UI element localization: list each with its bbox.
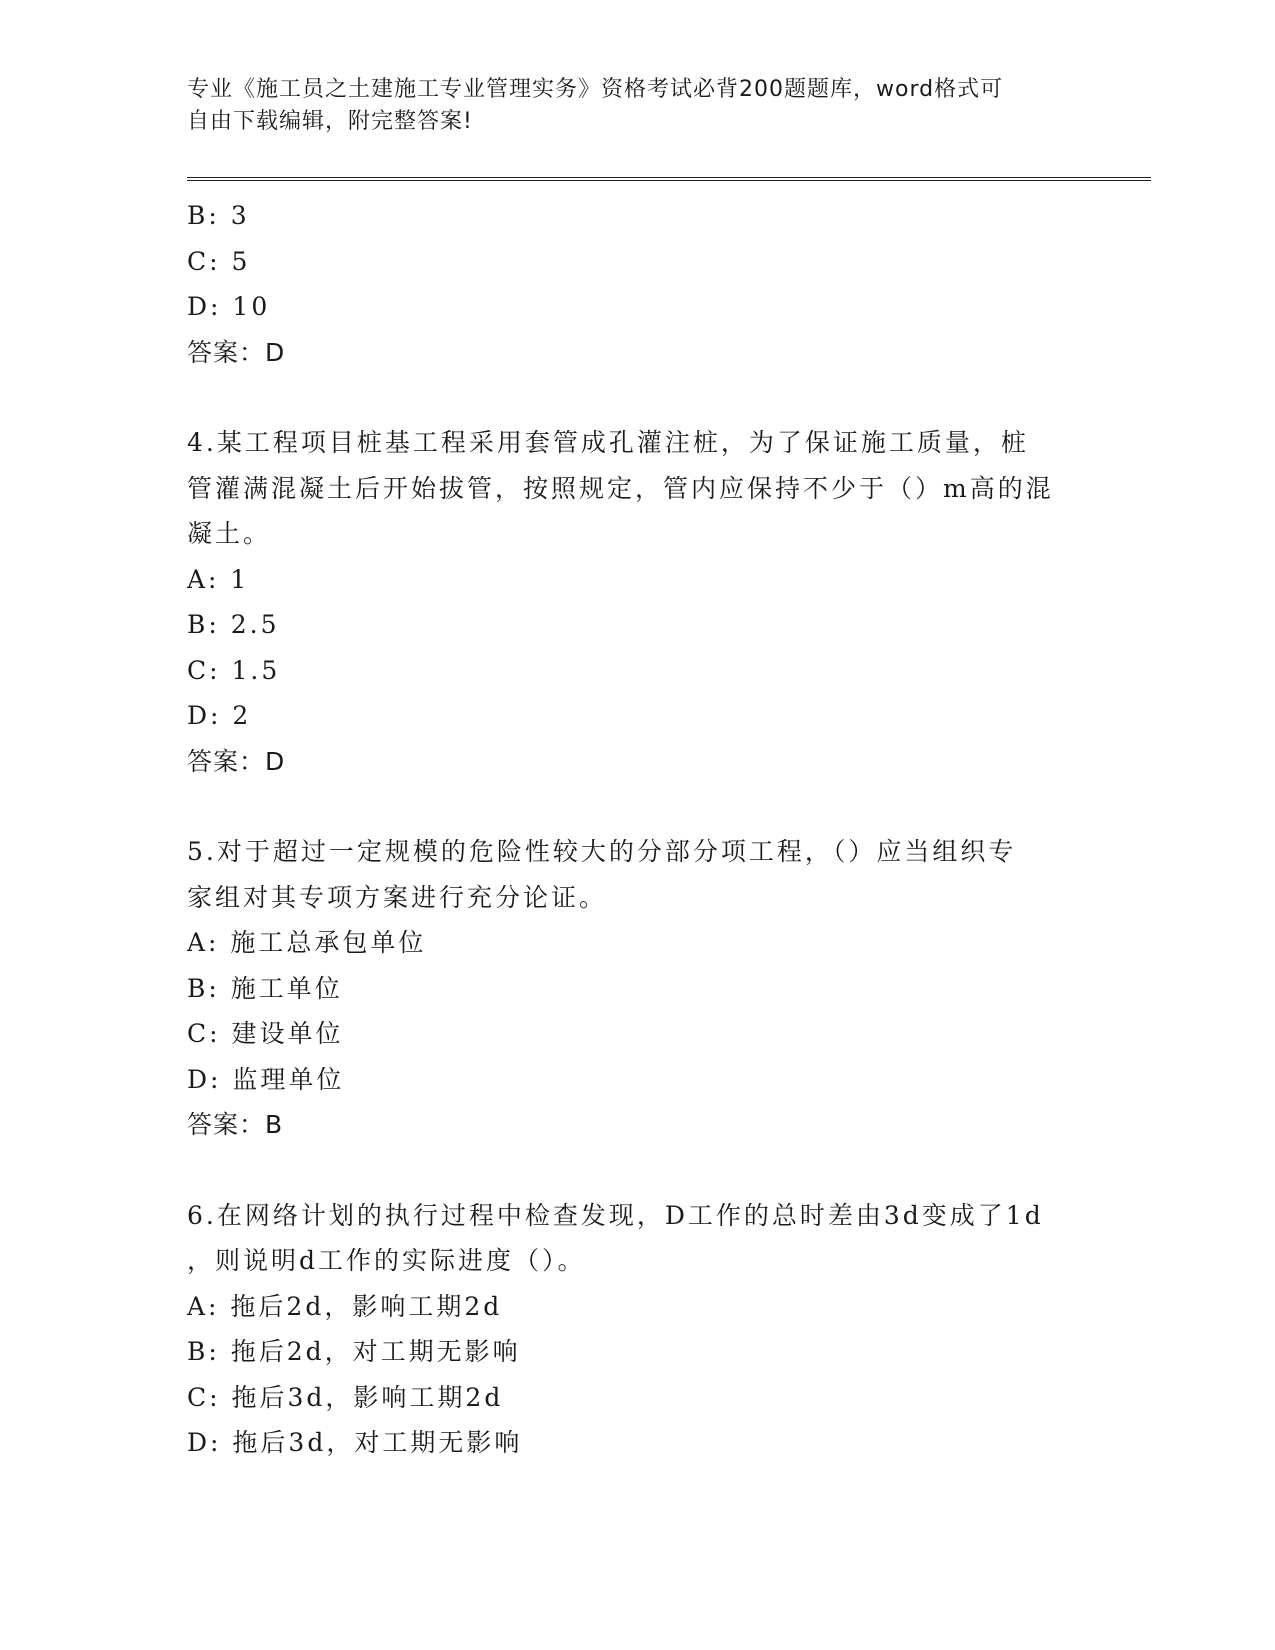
- question-stem-line: 5.对于超过一定规模的危险性较大的分部分项工程，（）应当组织专: [187, 837, 1017, 866]
- question-stem-line: 家组对其专项方案进行充分论证。: [187, 882, 608, 912]
- document-header: [187, 74, 1087, 138]
- header-title-line-1: 专业《施工员之土建施工专业管理实务》资格考试必背200题题库，word格式可: [187, 77, 1004, 102]
- answer: 答案：B: [187, 1110, 284, 1139]
- option: C: 拖后3d，影响工期2d: [187, 1382, 504, 1412]
- question-stem-line: ，则说明d工作的实际进度（）。: [187, 1246, 586, 1275]
- question-5: [187, 829, 1087, 1148]
- question-stem-line: 6.在网络计划的执行过程中检查发现，D工作的总时差由3d变成了1d: [187, 1200, 1044, 1230]
- option: B: 施工单位: [187, 973, 343, 1003]
- option: C: 建设单位: [187, 1019, 344, 1048]
- option: B: 拖后2d，对工期无影响: [187, 1337, 521, 1366]
- option: D: 监理单位: [187, 1064, 345, 1094]
- option: A: 施工总承包单位: [187, 928, 427, 957]
- answer: 答案：D: [187, 746, 286, 776]
- option: C: 5: [187, 246, 251, 276]
- option: B: 2.5: [187, 610, 280, 639]
- question-list: [187, 193, 1087, 1466]
- header-divider: [187, 177, 1151, 181]
- header-title-line-2: 自由下载编辑，附完整答案!: [187, 109, 473, 134]
- option: A: 1: [187, 564, 250, 594]
- question-6: [187, 1193, 1087, 1466]
- question-3-tail: [187, 193, 1087, 375]
- option: D: 拖后3d，对工期无影响: [187, 1428, 523, 1457]
- option: D: 2: [187, 701, 252, 730]
- option: B: 3: [187, 201, 250, 230]
- option: D: 10: [187, 292, 271, 321]
- question-4: [187, 420, 1087, 784]
- option: C: 1.5: [187, 655, 281, 685]
- question-stem-line: 管灌满混凝土后开始拔管，按照规定，管内应保持不少于（）m高的混: [187, 473, 1054, 503]
- option: A: 拖后2d，影响工期2d: [187, 1291, 503, 1321]
- question-stem-line: 4.某工程项目桩基工程采用套管成孔灌注桩，为了保证施工质量，桩: [187, 428, 1029, 457]
- question-stem-line: 凝土。: [187, 519, 272, 548]
- answer: 答案：D: [187, 337, 286, 367]
